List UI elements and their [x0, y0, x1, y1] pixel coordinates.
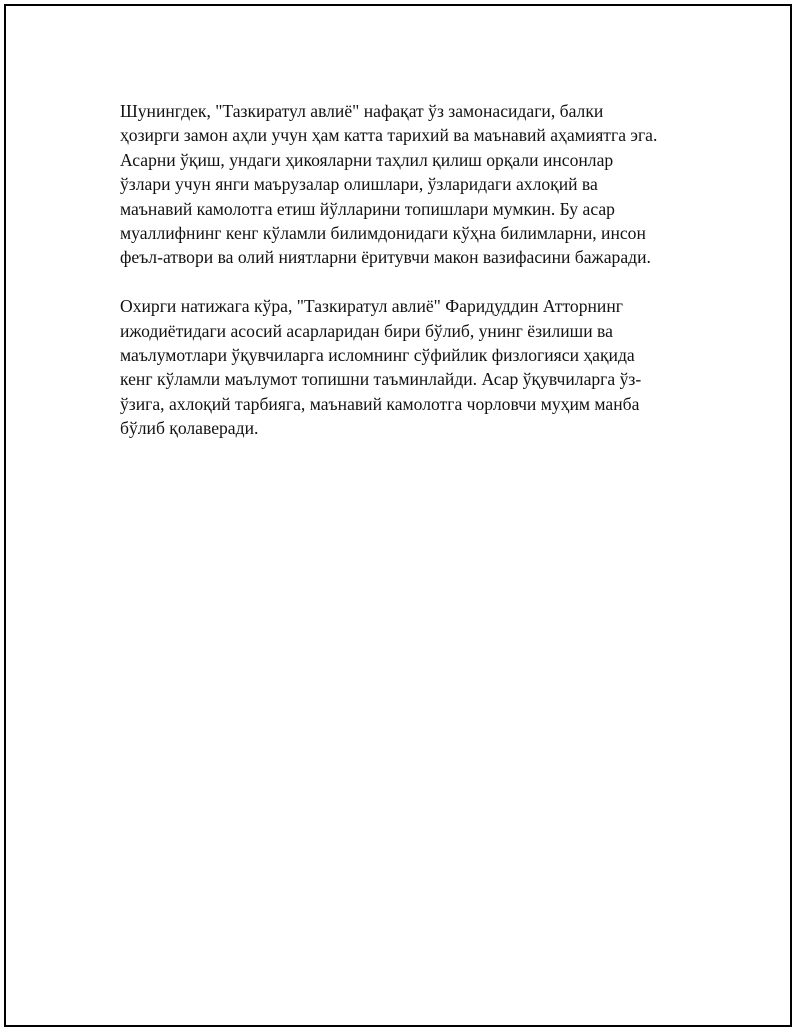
- text-line: маънавий камолотга етиш йўлларини топишлари мумкин. Бу асар: [120, 198, 615, 219]
- text-line: феъл-атвори ва олий ниятларни ёритувчи макон вазифасини бажаради.: [120, 247, 651, 268]
- text-line: ҳозирги замон аҳли учун ҳам катта тарихий ва маънавий аҳамиятга эга.: [120, 125, 658, 146]
- text-line: кенг кўламли маълумот топишни таъминлайди. Асар ўқувчиларга ўз-: [120, 369, 642, 390]
- text-line: ижодиётидаги асосий асарларидан бири бўлиб, унинг ёзилиши ва: [120, 320, 613, 341]
- text-line: Охирги натижага кўра, "Тазкиратул авлиё" Фаридуддин Атторнинг: [120, 296, 623, 317]
- text-line: муаллифнинг кенг кўламли билимдонидаги кўҳна билимларни, инсон: [120, 223, 646, 244]
- paragraph-2: [120, 294, 692, 440]
- text-line: Асарни ўқиш, ундаги ҳикояларни таҳлил қилиш орқали инсонлар: [120, 149, 614, 170]
- text-line: ўзлари учун янги маърузалар олишлари, ўзларидаги ахлоқий ва: [120, 174, 598, 195]
- text-line: бўлиб қолаверади.: [120, 418, 259, 439]
- text-line: Шунингдек, "Тазкиратул авлиё" нафақат ўз замонасидаги, балки: [120, 101, 604, 121]
- paragraph-1: [120, 99, 692, 270]
- document-body: [120, 99, 692, 465]
- page-frame: [4, 4, 792, 1027]
- text-line: маълумотлари ўқувчиларга исломнинг сўфийлик физлогияси ҳақида: [120, 345, 635, 366]
- text-line: ўзига, ахлоқий тарбияга, маънавий камолотга чорловчи муҳим манба: [120, 393, 640, 414]
